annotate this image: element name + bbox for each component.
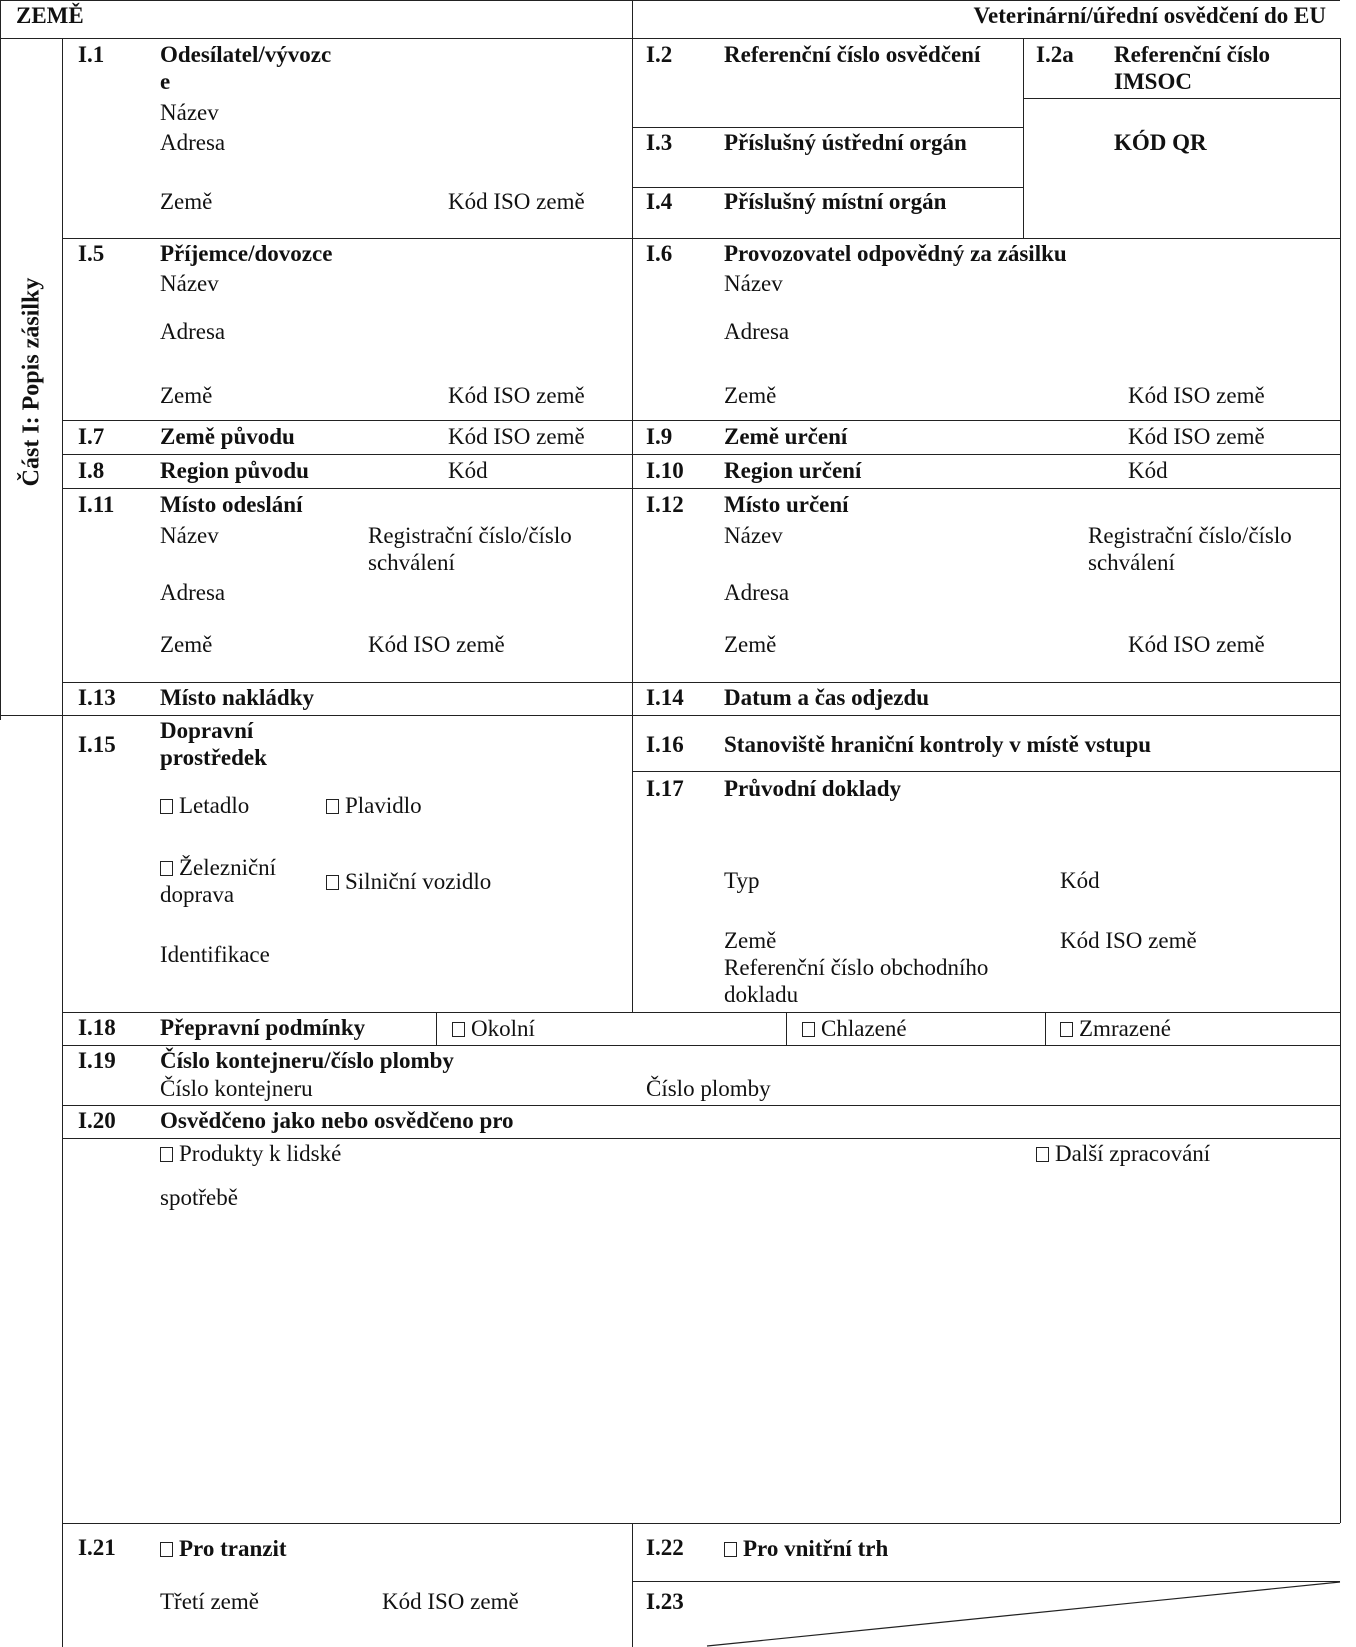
field-number: I.10: [646, 458, 684, 483]
checkbox-further-processing[interactable]: Další zpracování: [1036, 1140, 1210, 1168]
country-label: Země: [724, 383, 777, 408]
iso-code-label: Kód ISO země: [1060, 928, 1197, 953]
field-number: I.1: [78, 42, 105, 67]
field-number: I.3: [646, 130, 673, 155]
field-title: Přepravní podmínky: [160, 1015, 366, 1040]
iso-code-label: Kód ISO země: [1128, 383, 1265, 408]
field-number: I.13: [78, 685, 116, 710]
code-label: Kód: [448, 458, 488, 483]
field-title: Region určení: [724, 458, 862, 483]
address-label: Adresa: [160, 319, 226, 344]
empty-checkbox-icon[interactable]: [326, 799, 339, 814]
field-title: Místo nakládky: [160, 685, 315, 710]
field-title: Země původu: [160, 424, 295, 449]
iso-code-label: Kód ISO země: [368, 632, 505, 657]
empty-checkbox-icon[interactable]: [326, 875, 339, 890]
field-number: I.2: [646, 42, 673, 67]
field-title: Číslo kontejneru/číslo plomby: [160, 1048, 454, 1073]
field-number: I.17: [646, 776, 684, 801]
third-country-label: Třetí země: [160, 1589, 259, 1614]
field-title: Referenční číslo: [1114, 42, 1271, 67]
iso-code-label: Kód ISO země: [1128, 424, 1265, 449]
iso-code-label: Kód ISO země: [382, 1589, 519, 1614]
iso-code-label: Kód ISO země: [1128, 632, 1265, 657]
commercial-ref-label: Referenční číslo obchodního: [724, 955, 989, 980]
checkbox-chilled[interactable]: Chlazené: [802, 1015, 907, 1043]
field-title: Region původu: [160, 458, 309, 483]
country-label: Země: [160, 189, 213, 214]
checkbox-aircraft[interactable]: Letadlo: [160, 792, 249, 820]
registration-label: schválení: [1088, 550, 1175, 575]
empty-checkbox-icon[interactable]: [1060, 1022, 1073, 1037]
checkbox-rail[interactable]: Železniční: [160, 854, 276, 882]
country-label: Země: [160, 383, 213, 408]
field-title: Příslušný místní orgán: [724, 189, 947, 214]
rail-label-continued: doprava: [160, 882, 235, 907]
field-title: Příslušný ústřední orgán: [724, 130, 967, 155]
iso-code-label: Kód ISO země: [448, 383, 585, 408]
address-label: Adresa: [160, 580, 226, 605]
name-label: Název: [160, 100, 219, 125]
field-title: Osvědčeno jako nebo osvědčeno pro: [160, 1108, 514, 1133]
header-certificate-title: Veterinární/úřední osvědčení do EU: [973, 3, 1326, 28]
iso-code-label: Kód ISO země: [448, 424, 585, 449]
iso-code-label: Kód ISO země: [448, 189, 585, 214]
address-label: Adresa: [160, 130, 226, 155]
field-number: I.16: [646, 732, 684, 757]
field-title: Země určení: [724, 424, 848, 449]
container-number-label: Číslo kontejneru: [160, 1076, 313, 1101]
human-consumption-label-continued: spotřebě: [160, 1185, 238, 1210]
empty-checkbox-icon[interactable]: [452, 1022, 465, 1037]
field-number: I.21: [78, 1535, 116, 1560]
seal-number-label: Číslo plomby: [646, 1076, 771, 1101]
qr-code-label: KÓD QR: [1114, 130, 1207, 155]
field-title: Stanoviště hraniční kontroly v místě vstupu: [724, 732, 1152, 757]
commercial-ref-label: dokladu: [724, 982, 799, 1007]
name-label: Název: [724, 271, 783, 296]
field-title: Místo určení: [724, 492, 849, 517]
checkbox-human-consumption[interactable]: Produkty k lidské: [160, 1140, 341, 1168]
empty-checkbox-icon[interactable]: [160, 1147, 173, 1162]
empty-checkbox-icon[interactable]: [160, 799, 173, 814]
field-number: I.18: [78, 1015, 116, 1040]
registration-label: schválení: [368, 550, 455, 575]
field-number: I.15: [78, 732, 116, 757]
field-title: Příjemce/dovozce: [160, 241, 333, 266]
field-number: I.20: [78, 1108, 116, 1133]
empty-checkbox-icon[interactable]: [160, 861, 173, 876]
field-number: I.8: [78, 458, 105, 483]
registration-label: Registrační číslo/číslo: [1088, 523, 1292, 548]
field-title: IMSOC: [1114, 69, 1192, 94]
country-label: Země: [160, 632, 213, 657]
empty-checkbox-icon[interactable]: [1036, 1147, 1049, 1162]
checkbox-frozen[interactable]: Zmrazené: [1060, 1015, 1171, 1043]
field-title: Dopravní: [160, 718, 254, 743]
field-number: I.7: [78, 424, 105, 449]
field-number: I.19: [78, 1048, 116, 1073]
field-number: I.11: [78, 492, 115, 517]
field-number: I.5: [78, 241, 105, 266]
field-title: e: [160, 69, 171, 94]
checkbox-transit[interactable]: Pro tranzit: [160, 1535, 287, 1563]
type-label: Typ: [724, 868, 760, 893]
field-number: I.12: [646, 492, 684, 517]
code-label: Kód: [1060, 868, 1100, 893]
field-number: I.6: [646, 241, 673, 266]
field-title: Odesílatel/vývozc: [160, 42, 332, 67]
field-title: Datum a čas odjezdu: [724, 685, 930, 710]
name-label: Název: [724, 523, 783, 548]
field-number: I.23: [646, 1589, 684, 1614]
empty-checkbox-icon[interactable]: [802, 1022, 815, 1037]
checkbox-vessel[interactable]: Plavidlo: [326, 792, 422, 820]
address-label: Adresa: [724, 580, 790, 605]
empty-checkbox-icon[interactable]: [724, 1542, 737, 1557]
field-title: Provozovatel odpovědný za zásilku: [724, 241, 1067, 266]
field-title: Místo odeslání: [160, 492, 303, 517]
field-title: prostředek: [160, 745, 267, 770]
field-title: Referenční číslo osvědčení: [724, 42, 981, 67]
field-title: Průvodní doklady: [724, 776, 902, 801]
address-label: Adresa: [724, 319, 790, 344]
checkbox-ambient[interactable]: Okolní: [452, 1015, 535, 1043]
registration-label: Registrační číslo/číslo: [368, 523, 572, 548]
country-label: Země: [724, 928, 777, 953]
field-number: I.14: [646, 685, 684, 710]
country-label: Země: [724, 632, 777, 657]
name-label: Název: [160, 523, 219, 548]
name-label: Název: [160, 271, 219, 296]
field-number: I.4: [646, 189, 673, 214]
side-label: Část I: Popis zásilky: [18, 277, 45, 487]
field-number: I.22: [646, 1535, 684, 1560]
empty-checkbox-icon[interactable]: [160, 1542, 173, 1557]
header-country: ZEMĚ: [16, 3, 84, 28]
diagonal-strike-line: [632, 1570, 1342, 1647]
identification-label: Identifikace: [160, 942, 270, 967]
checkbox-road-vehicle[interactable]: Silniční vozidlo: [326, 868, 491, 896]
field-number: I.2a: [1036, 42, 1074, 67]
field-number: I.9: [646, 424, 673, 449]
code-label: Kód: [1128, 458, 1168, 483]
checkbox-internal-market[interactable]: Pro vnitřní trh: [724, 1535, 888, 1563]
